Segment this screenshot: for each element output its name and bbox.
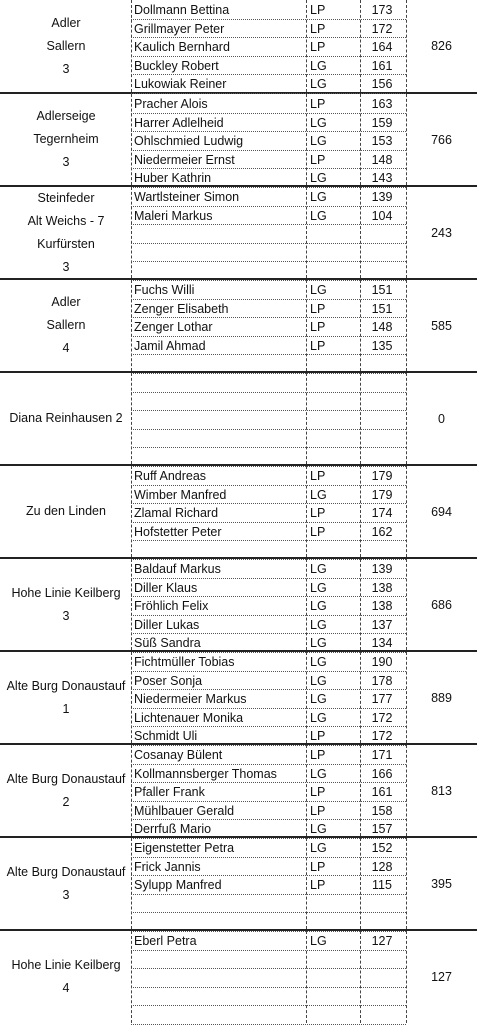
shooter-score bbox=[359, 895, 405, 914]
team-total: 243 bbox=[431, 225, 452, 240]
team-block bbox=[0, 931, 477, 1023]
shooter-score: 148 bbox=[371, 152, 393, 167]
shooter-row bbox=[131, 75, 406, 94]
shooter-score: 174 bbox=[371, 506, 393, 521]
team-name bbox=[0, 94, 132, 185]
team-total: 395 bbox=[431, 876, 452, 891]
shooter-row bbox=[131, 839, 406, 858]
shooter-class: LP bbox=[310, 301, 326, 316]
shooter-score: 163 bbox=[371, 97, 393, 111]
shooter-row bbox=[131, 523, 406, 542]
shooter-row bbox=[131, 486, 406, 505]
shooter-score bbox=[359, 541, 405, 560]
shooter-class: LG bbox=[310, 655, 327, 669]
shooter-class bbox=[308, 244, 360, 263]
shooter-row bbox=[131, 504, 406, 523]
shooter-class bbox=[308, 448, 360, 467]
team-block bbox=[0, 838, 477, 931]
shooter-class: LP bbox=[310, 729, 326, 744]
shooter-score: 161 bbox=[371, 58, 393, 73]
shooter-score: 156 bbox=[371, 77, 393, 92]
shooter-class bbox=[308, 541, 360, 560]
shooter-score: 128 bbox=[371, 859, 393, 874]
shooter-name: Hofstetter Peter bbox=[134, 524, 222, 539]
shooter-row bbox=[131, 709, 406, 728]
team-name bbox=[0, 931, 132, 1023]
shooter-name: Grillmayer Peter bbox=[134, 21, 225, 36]
shooter-score: 166 bbox=[371, 766, 393, 781]
team-name-line: Diana Reinhausen 2 bbox=[9, 411, 123, 425]
shooter-score bbox=[359, 411, 405, 430]
shooter-row bbox=[131, 355, 406, 374]
team-name-line: Hohe Linie Keilberg bbox=[11, 958, 121, 972]
shooter-name: Süß Sandra bbox=[134, 636, 201, 651]
team-name bbox=[0, 838, 132, 929]
shooter-class: LG bbox=[310, 58, 327, 73]
shooter-class: LP bbox=[310, 338, 326, 353]
shooter-name: Zenger Lothar bbox=[134, 320, 213, 335]
shooter-name: Lukowiak Reiner bbox=[134, 77, 227, 92]
shooter-name: Dollmann Bettina bbox=[134, 3, 230, 17]
team-total: 766 bbox=[431, 132, 452, 147]
shooter-score: 178 bbox=[371, 673, 393, 688]
shooter-score bbox=[359, 225, 405, 244]
shooter-name: Jamil Ahmad bbox=[134, 338, 206, 353]
shooter-row bbox=[131, 300, 406, 319]
shooter-row bbox=[131, 38, 406, 57]
team-name-line: Sallern bbox=[46, 318, 86, 332]
team-name-line: 4 bbox=[62, 981, 70, 995]
shooter-class: LG bbox=[310, 580, 327, 595]
shooter-class: LP bbox=[310, 878, 326, 893]
shooter-name bbox=[134, 244, 306, 263]
shooter-score bbox=[359, 988, 405, 1007]
shooter-row bbox=[131, 225, 406, 244]
shooter-name bbox=[134, 262, 306, 281]
shooter-name: Zenger Elisabeth bbox=[134, 301, 229, 316]
team-total: 127 bbox=[431, 970, 452, 984]
shooter-score: 171 bbox=[371, 748, 393, 762]
shooter-name bbox=[134, 225, 306, 244]
shooter-row bbox=[131, 876, 406, 895]
shooter-class: LP bbox=[310, 506, 326, 521]
shooter-name bbox=[134, 988, 306, 1007]
shooter-row bbox=[131, 895, 406, 914]
team-name-line: Hohe Linie Keilberg bbox=[11, 585, 121, 600]
shooter-row bbox=[131, 579, 406, 598]
shooter-score: 151 bbox=[371, 283, 393, 297]
shooter-name bbox=[134, 913, 306, 932]
shooter-row bbox=[131, 114, 406, 133]
shooter-score: 135 bbox=[371, 338, 393, 353]
shooter-row bbox=[131, 746, 406, 765]
shooter-class: LG bbox=[310, 617, 327, 632]
shooter-class: LP bbox=[310, 40, 326, 55]
shooter-class bbox=[308, 430, 360, 449]
shooter-row bbox=[131, 932, 406, 951]
team-total: 686 bbox=[431, 597, 452, 612]
shooter-name bbox=[134, 374, 306, 393]
shooter-score: 138 bbox=[371, 580, 393, 595]
shooter-row bbox=[131, 448, 406, 467]
shooter-name: Wimber Manfred bbox=[134, 487, 227, 502]
shooter-class bbox=[308, 393, 360, 412]
shooter-class: LP bbox=[310, 3, 326, 17]
shooter-class: LG bbox=[310, 934, 327, 948]
shooter-class bbox=[308, 225, 360, 244]
shooter-name: Harrer Adlelheid bbox=[134, 115, 224, 130]
shooter-score bbox=[359, 430, 405, 449]
team-name-line: 2 bbox=[62, 794, 70, 809]
shooter-score bbox=[359, 374, 405, 393]
shooter-name: Ruff Andreas bbox=[134, 469, 207, 483]
shooter-name bbox=[134, 895, 306, 914]
shooter-class: LG bbox=[310, 208, 327, 223]
shooter-class: LG bbox=[310, 766, 327, 781]
shooter-score: 158 bbox=[371, 803, 393, 818]
team-block bbox=[0, 466, 477, 559]
shooter-class bbox=[308, 1006, 360, 1025]
shooter-row bbox=[131, 337, 406, 356]
shooter-score: 151 bbox=[371, 301, 393, 316]
team-block bbox=[0, 280, 477, 373]
shooter-name bbox=[134, 430, 306, 449]
shooter-class: LG bbox=[310, 77, 327, 92]
team-name-line: Zu den Linden bbox=[26, 504, 106, 518]
shooter-class: LP bbox=[310, 803, 326, 818]
shooter-class: LG bbox=[310, 562, 327, 576]
shooter-class: LG bbox=[310, 190, 327, 204]
team-name-line: Alte Burg Donaustauf bbox=[6, 864, 126, 879]
shooter-class: LG bbox=[310, 636, 327, 651]
shooter-name: Fröhlich Felix bbox=[134, 599, 209, 614]
shooter-row bbox=[131, 783, 406, 802]
shooter-name: Kaulich Bernhard bbox=[134, 40, 230, 55]
team-name-line: 3 bbox=[62, 608, 70, 623]
shooter-class bbox=[308, 262, 360, 281]
shooter-score: 138 bbox=[371, 599, 393, 614]
shooter-score: 115 bbox=[372, 878, 392, 893]
shooter-name: Diller Klaus bbox=[134, 580, 198, 595]
shooter-class: LG bbox=[310, 134, 327, 149]
team-name-line: Kurfürsten bbox=[37, 236, 95, 251]
shooter-score bbox=[359, 969, 405, 988]
team-name-line: 3 bbox=[62, 61, 70, 76]
team-name bbox=[0, 373, 132, 464]
shooter-score: 139 bbox=[371, 562, 393, 576]
shooter-name: Lichtenauer Monika bbox=[134, 710, 244, 725]
shooter-name: Ohlschmied Ludwig bbox=[134, 134, 244, 149]
shooter-name: Derrfuß Mario bbox=[134, 822, 212, 837]
team-block bbox=[0, 652, 477, 745]
shooter-name bbox=[134, 393, 306, 412]
team-total: 0 bbox=[438, 411, 445, 426]
shooter-score bbox=[359, 448, 405, 467]
shooter-name: Eigenstetter Petra bbox=[134, 841, 235, 855]
team-name-line: 4 bbox=[62, 341, 70, 355]
shooter-class: LG bbox=[310, 171, 327, 186]
team-name-line: Alte Burg Donaustauf bbox=[6, 771, 126, 786]
shooter-name: Baldauf Markus bbox=[134, 562, 221, 576]
shooter-class: LP bbox=[310, 97, 326, 111]
shooter-score bbox=[359, 244, 405, 263]
shooter-name: Diller Lukas bbox=[134, 617, 200, 632]
shooter-row bbox=[131, 151, 406, 170]
shooter-class: LP bbox=[310, 859, 326, 874]
team-name-line: Adler bbox=[51, 15, 81, 30]
shooter-name: Schmidt Uli bbox=[134, 729, 198, 744]
shooter-name bbox=[134, 411, 306, 430]
shooter-score: 139 bbox=[371, 190, 393, 204]
shooter-name bbox=[134, 448, 306, 467]
shooter-class: LP bbox=[310, 152, 326, 167]
team-name-line: 3 bbox=[62, 887, 70, 902]
shooter-name bbox=[134, 541, 306, 560]
shooter-name: Poser Sonja bbox=[134, 673, 203, 688]
shooter-row bbox=[131, 672, 406, 691]
shooter-class: LG bbox=[310, 283, 327, 297]
shooter-row bbox=[131, 858, 406, 877]
team-total: 826 bbox=[431, 39, 452, 53]
shooter-score bbox=[359, 913, 405, 932]
shooter-class: LP bbox=[310, 785, 326, 800]
shooter-row bbox=[131, 969, 406, 988]
team-block bbox=[0, 187, 477, 280]
shooter-score: 104 bbox=[371, 208, 393, 223]
shooter-name: Mühlbauer Gerald bbox=[134, 803, 235, 818]
shooter-name: Buckley Robert bbox=[134, 58, 219, 73]
shooter-class: LG bbox=[310, 822, 327, 837]
shooter-name: Niedermeier Markus bbox=[134, 692, 247, 707]
shooter-name: Maleri Markus bbox=[134, 208, 213, 223]
shooter-row bbox=[131, 951, 406, 970]
shooter-score: 173 bbox=[371, 3, 393, 17]
team-block bbox=[0, 745, 477, 838]
shooter-name: Zlamal Richard bbox=[134, 506, 219, 521]
shooter-class: LG bbox=[310, 115, 327, 130]
shooter-score bbox=[359, 951, 405, 970]
shooter-class: LG bbox=[310, 841, 327, 855]
shooter-class: LG bbox=[310, 599, 327, 614]
shooter-row bbox=[131, 411, 406, 430]
shooter-row bbox=[131, 913, 406, 932]
shooter-name: Fichtmüller Tobias bbox=[134, 655, 235, 669]
shooter-name: Sylupp Manfred bbox=[134, 878, 222, 893]
shooter-score: 162 bbox=[371, 524, 393, 539]
team-name-line: 3 bbox=[62, 155, 70, 169]
shooter-score: 172 bbox=[371, 710, 393, 725]
shooter-score bbox=[359, 393, 405, 412]
shooter-score: 148 bbox=[371, 320, 393, 335]
shooter-score: 134 bbox=[371, 636, 393, 651]
shooter-row bbox=[131, 244, 406, 263]
shooter-name: Fuchs Willi bbox=[134, 283, 195, 297]
shooter-score: 161 bbox=[371, 785, 393, 800]
shooter-score: 179 bbox=[371, 469, 393, 483]
team-name-line: Adlerseige bbox=[36, 109, 96, 123]
shooter-row bbox=[131, 188, 406, 207]
shooter-class: LG bbox=[310, 673, 327, 688]
shooter-name: Pfaller Frank bbox=[134, 785, 205, 800]
shooter-row bbox=[131, 653, 406, 672]
shooter-name: Kollmannsberger Thomas bbox=[134, 766, 277, 781]
shooter-class bbox=[308, 913, 360, 932]
shooter-class bbox=[308, 969, 360, 988]
shooter-score: 159 bbox=[371, 115, 393, 130]
shooter-class: LG bbox=[310, 487, 327, 502]
shooter-score: 153 bbox=[371, 134, 393, 149]
shooter-name: Wartlsteiner Simon bbox=[134, 190, 240, 204]
shooter-class bbox=[308, 374, 360, 393]
shooter-class bbox=[308, 411, 360, 430]
shooter-score: 190 bbox=[371, 655, 393, 669]
shooter-score: 157 bbox=[371, 822, 393, 837]
shooter-score: 179 bbox=[371, 487, 393, 502]
shooter-class: LP bbox=[310, 524, 326, 539]
shooter-row bbox=[131, 560, 406, 579]
team-block bbox=[0, 373, 477, 466]
shooter-name bbox=[134, 1006, 306, 1025]
shooter-row bbox=[131, 393, 406, 412]
shooter-row bbox=[131, 57, 406, 76]
shooter-class: LP bbox=[310, 320, 326, 335]
shooter-score: 177 bbox=[371, 692, 393, 707]
team-name-line: 3 bbox=[62, 259, 70, 274]
team-name bbox=[0, 652, 132, 743]
shooter-row bbox=[131, 690, 406, 709]
shooter-score bbox=[359, 262, 405, 281]
shooter-score bbox=[359, 1006, 405, 1025]
shooter-row bbox=[131, 430, 406, 449]
shooter-name: Frick Jannis bbox=[134, 859, 201, 874]
team-name bbox=[0, 280, 132, 371]
shooter-name: Cosanay Bülent bbox=[134, 748, 223, 762]
shooter-row bbox=[131, 20, 406, 39]
team-total: 889 bbox=[431, 690, 452, 705]
shooter-row bbox=[131, 541, 406, 560]
shooter-row bbox=[131, 597, 406, 616]
shooter-class bbox=[308, 895, 360, 914]
team-name-line: Adler bbox=[51, 295, 81, 309]
shooter-score: 152 bbox=[371, 841, 393, 855]
team-total: 694 bbox=[431, 504, 452, 519]
shooter-class bbox=[308, 988, 360, 1007]
shooter-row bbox=[131, 765, 406, 784]
team-name-line: Tegernheim bbox=[33, 132, 99, 146]
team-name bbox=[0, 187, 132, 278]
shooter-class: LP bbox=[310, 469, 326, 483]
team-name bbox=[0, 745, 132, 836]
shooter-row bbox=[131, 318, 406, 337]
shooter-row bbox=[131, 616, 406, 635]
team-block bbox=[0, 0, 477, 94]
shooter-row bbox=[131, 95, 406, 114]
shooter-class: LG bbox=[310, 692, 327, 707]
team-block bbox=[0, 559, 477, 652]
team-name-line: 1 bbox=[62, 701, 70, 716]
shooter-name: Eberl Petra bbox=[134, 934, 197, 948]
shooter-score: 137 bbox=[371, 617, 393, 632]
team-name bbox=[0, 559, 132, 650]
shooter-class: LP bbox=[310, 21, 326, 36]
shooter-name bbox=[134, 969, 306, 988]
shooter-score: 172 bbox=[371, 21, 393, 36]
team-total: 813 bbox=[431, 783, 452, 798]
shooter-class: LG bbox=[310, 710, 327, 725]
team-name-line: Sallern bbox=[46, 38, 86, 53]
shooter-name bbox=[134, 951, 306, 970]
shooter-row bbox=[131, 262, 406, 281]
shooter-class bbox=[308, 951, 360, 970]
team-name-line: Alte Burg Donaustauf bbox=[6, 678, 126, 693]
shooter-class: LP bbox=[310, 748, 326, 762]
team-name-line: Steinfeder bbox=[37, 190, 95, 205]
team-total: 585 bbox=[431, 318, 452, 333]
shooter-row bbox=[131, 374, 406, 393]
shooter-row bbox=[131, 988, 406, 1007]
shooter-name: Pracher Alois bbox=[134, 97, 208, 111]
shooter-row bbox=[131, 281, 406, 300]
shooter-row bbox=[131, 1006, 406, 1025]
shooter-score: 127 bbox=[371, 934, 393, 948]
team-name bbox=[0, 466, 132, 557]
shooter-row bbox=[131, 132, 406, 151]
shooter-row bbox=[131, 727, 406, 746]
shooter-row bbox=[131, 820, 406, 839]
shooter-score: 164 bbox=[371, 40, 393, 55]
shooter-class bbox=[308, 355, 360, 374]
team-block bbox=[0, 94, 477, 187]
shooter-score: 172 bbox=[371, 729, 393, 744]
shooter-row bbox=[131, 634, 406, 653]
shooter-name: Huber Kathrin bbox=[134, 171, 212, 186]
shooter-row bbox=[131, 169, 406, 188]
team-name bbox=[0, 0, 132, 92]
shooter-row bbox=[131, 802, 406, 821]
shooter-name bbox=[134, 355, 306, 374]
shooter-name: Niedermeier Ernst bbox=[134, 152, 235, 167]
shooter-score bbox=[359, 355, 405, 374]
shooter-row bbox=[131, 207, 406, 226]
shooter-row bbox=[131, 467, 406, 486]
shooter-row bbox=[131, 1, 406, 20]
team-name-line: Alt Weichs - 7 bbox=[27, 213, 105, 228]
shooter-score: 143 bbox=[371, 171, 393, 186]
